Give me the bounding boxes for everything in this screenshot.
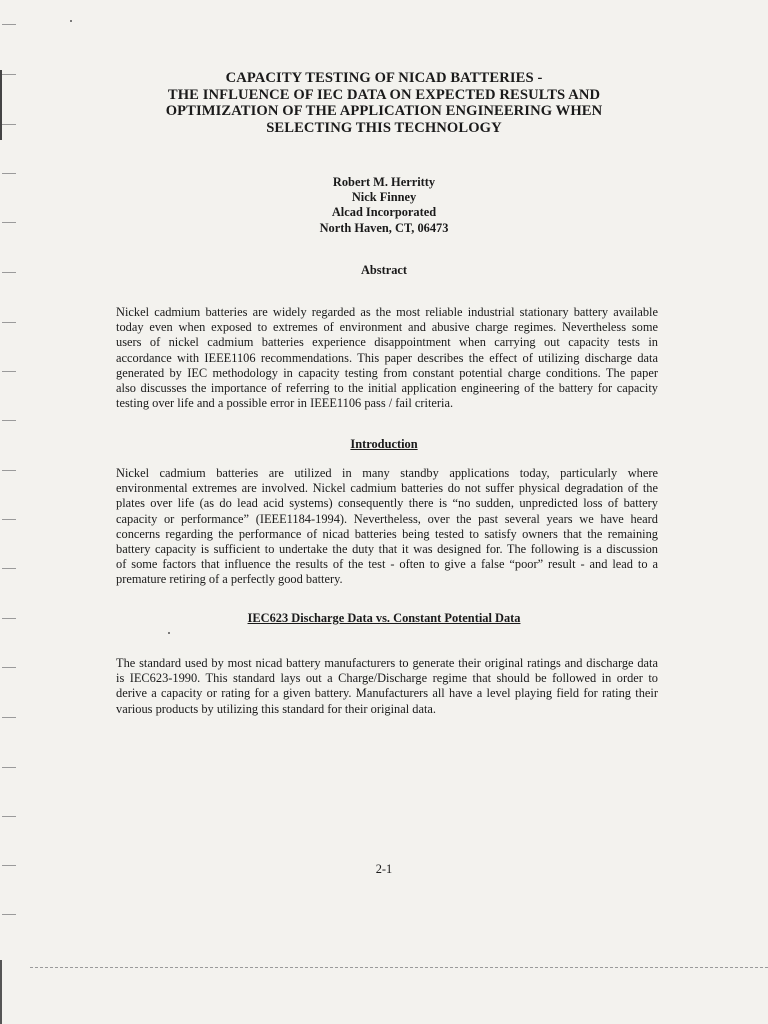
text-line: Nickel cadmium batteries are utilized in many standby applications today, particularly where <box>116 466 658 480</box>
margin-mark <box>2 420 16 421</box>
iec-section-body <box>116 656 658 717</box>
paper-title <box>100 70 668 136</box>
binding-shadow-lower <box>0 960 2 1024</box>
text-line: users of nickel cadmium batteries experience disappointment when carrying out capacity tests in <box>116 335 658 350</box>
margin-mark <box>2 519 16 520</box>
margin-mark <box>2 222 16 223</box>
margin-mark <box>2 272 16 273</box>
text-line: today even when exposed to extremes of environment and abusive charge regimes. Nevertheless some <box>116 320 658 335</box>
text-line: testing over life and a possible error in IEEE1106 pass / fail criteria. <box>116 396 454 411</box>
introduction-body <box>116 466 658 588</box>
text-line: battery capacity is sufficient to undertake the duty that it was designed for. The following is a discussion <box>116 542 658 557</box>
text-line: various products by utilizing this standard for their original data. <box>116 701 437 716</box>
text-line: is IEC623-1990. This standard lays out a Charge/Discharge regime that should be followed in order to <box>116 671 658 686</box>
text-line: accordance with IEEE1106 recommendations. This paper describes the effect of utilizing discharge data <box>116 350 658 365</box>
title-line: CAPACITY TESTING OF NICAD BATTERIES - <box>225 70 543 86</box>
margin-mark <box>2 717 16 718</box>
introduction-heading: Introduction <box>350 437 418 451</box>
margin-mark <box>2 865 16 866</box>
author-name: Nick Finney <box>351 190 417 205</box>
margin-mark <box>2 767 16 768</box>
title-line: THE INFLUENCE OF IEC DATA ON EXPECTED RESULTS AND <box>167 86 601 103</box>
text-line: derive a capacity or rating for a given battery. Manufacturers all have a level playing field for rating their <box>116 686 658 701</box>
margin-mark <box>2 816 16 817</box>
author-address: North Haven, CT, 06473 <box>319 220 449 235</box>
text-line: plates over life (as do lead acid systems) consequently there is “no sudden, unpredicted loss of battery <box>116 496 658 511</box>
margin-mark <box>2 74 16 75</box>
margin-mark <box>2 618 16 619</box>
binding-shadow <box>0 70 2 140</box>
author-name: Robert M. Herritty <box>332 175 436 189</box>
page-number: 2-1 <box>375 862 393 876</box>
scan-edge-line <box>30 967 768 968</box>
text-line: capacity or performance” (IEEE1184-1994). Nevertheless, over the past several years we have heard <box>116 511 658 526</box>
title-line: OPTIMIZATION OF THE APPLICATION ENGINEERING WHEN <box>165 103 603 119</box>
margin-mark <box>2 667 16 668</box>
margin-mark <box>2 24 16 25</box>
scan-speck <box>168 632 170 634</box>
margin-mark <box>2 322 16 323</box>
text-line: generated by IEC methodology in capacity testing from constant potential charge conditions. The paper <box>116 365 658 380</box>
iec-section-heading: IEC623 Discharge Data vs. Constant Potential Data <box>247 611 521 625</box>
text-line: concerns regarding the performance of nicad batteries being tested to satisfy owners that the remaining <box>116 526 658 541</box>
margin-mark <box>2 371 16 372</box>
author-affiliation: Alcad Incorporated <box>331 205 437 220</box>
abstract-body <box>116 305 658 411</box>
abstract-heading: Abstract <box>360 263 408 277</box>
title-line: SELECTING THIS TECHNOLOGY <box>266 119 502 136</box>
text-line: The standard used by most nicad battery manufacturers to generate their original ratings and discharge data <box>116 656 658 670</box>
text-line: environmental extremes are involved. Nickel cadmium batteries do not suffer physical degradation of the <box>116 481 658 496</box>
scan-speck <box>70 20 72 22</box>
text-line: Nickel cadmium batteries are widely regarded as the most reliable industrial stationary battery available <box>116 305 658 319</box>
margin-mark <box>2 568 16 569</box>
text-line: also discusses the importance of referring to the initial application engineering of the battery for capacity <box>116 381 658 396</box>
margin-mark <box>2 470 16 471</box>
margin-mark <box>2 173 16 174</box>
text-line: premature retiring of a perfectly good battery. <box>116 572 343 587</box>
margin-mark <box>2 914 16 915</box>
margin-mark <box>2 124 16 125</box>
author-block <box>200 175 568 236</box>
text-line: of some factors that influence the results of the test - often to give a false “poor” result - and lead to a <box>116 557 658 572</box>
